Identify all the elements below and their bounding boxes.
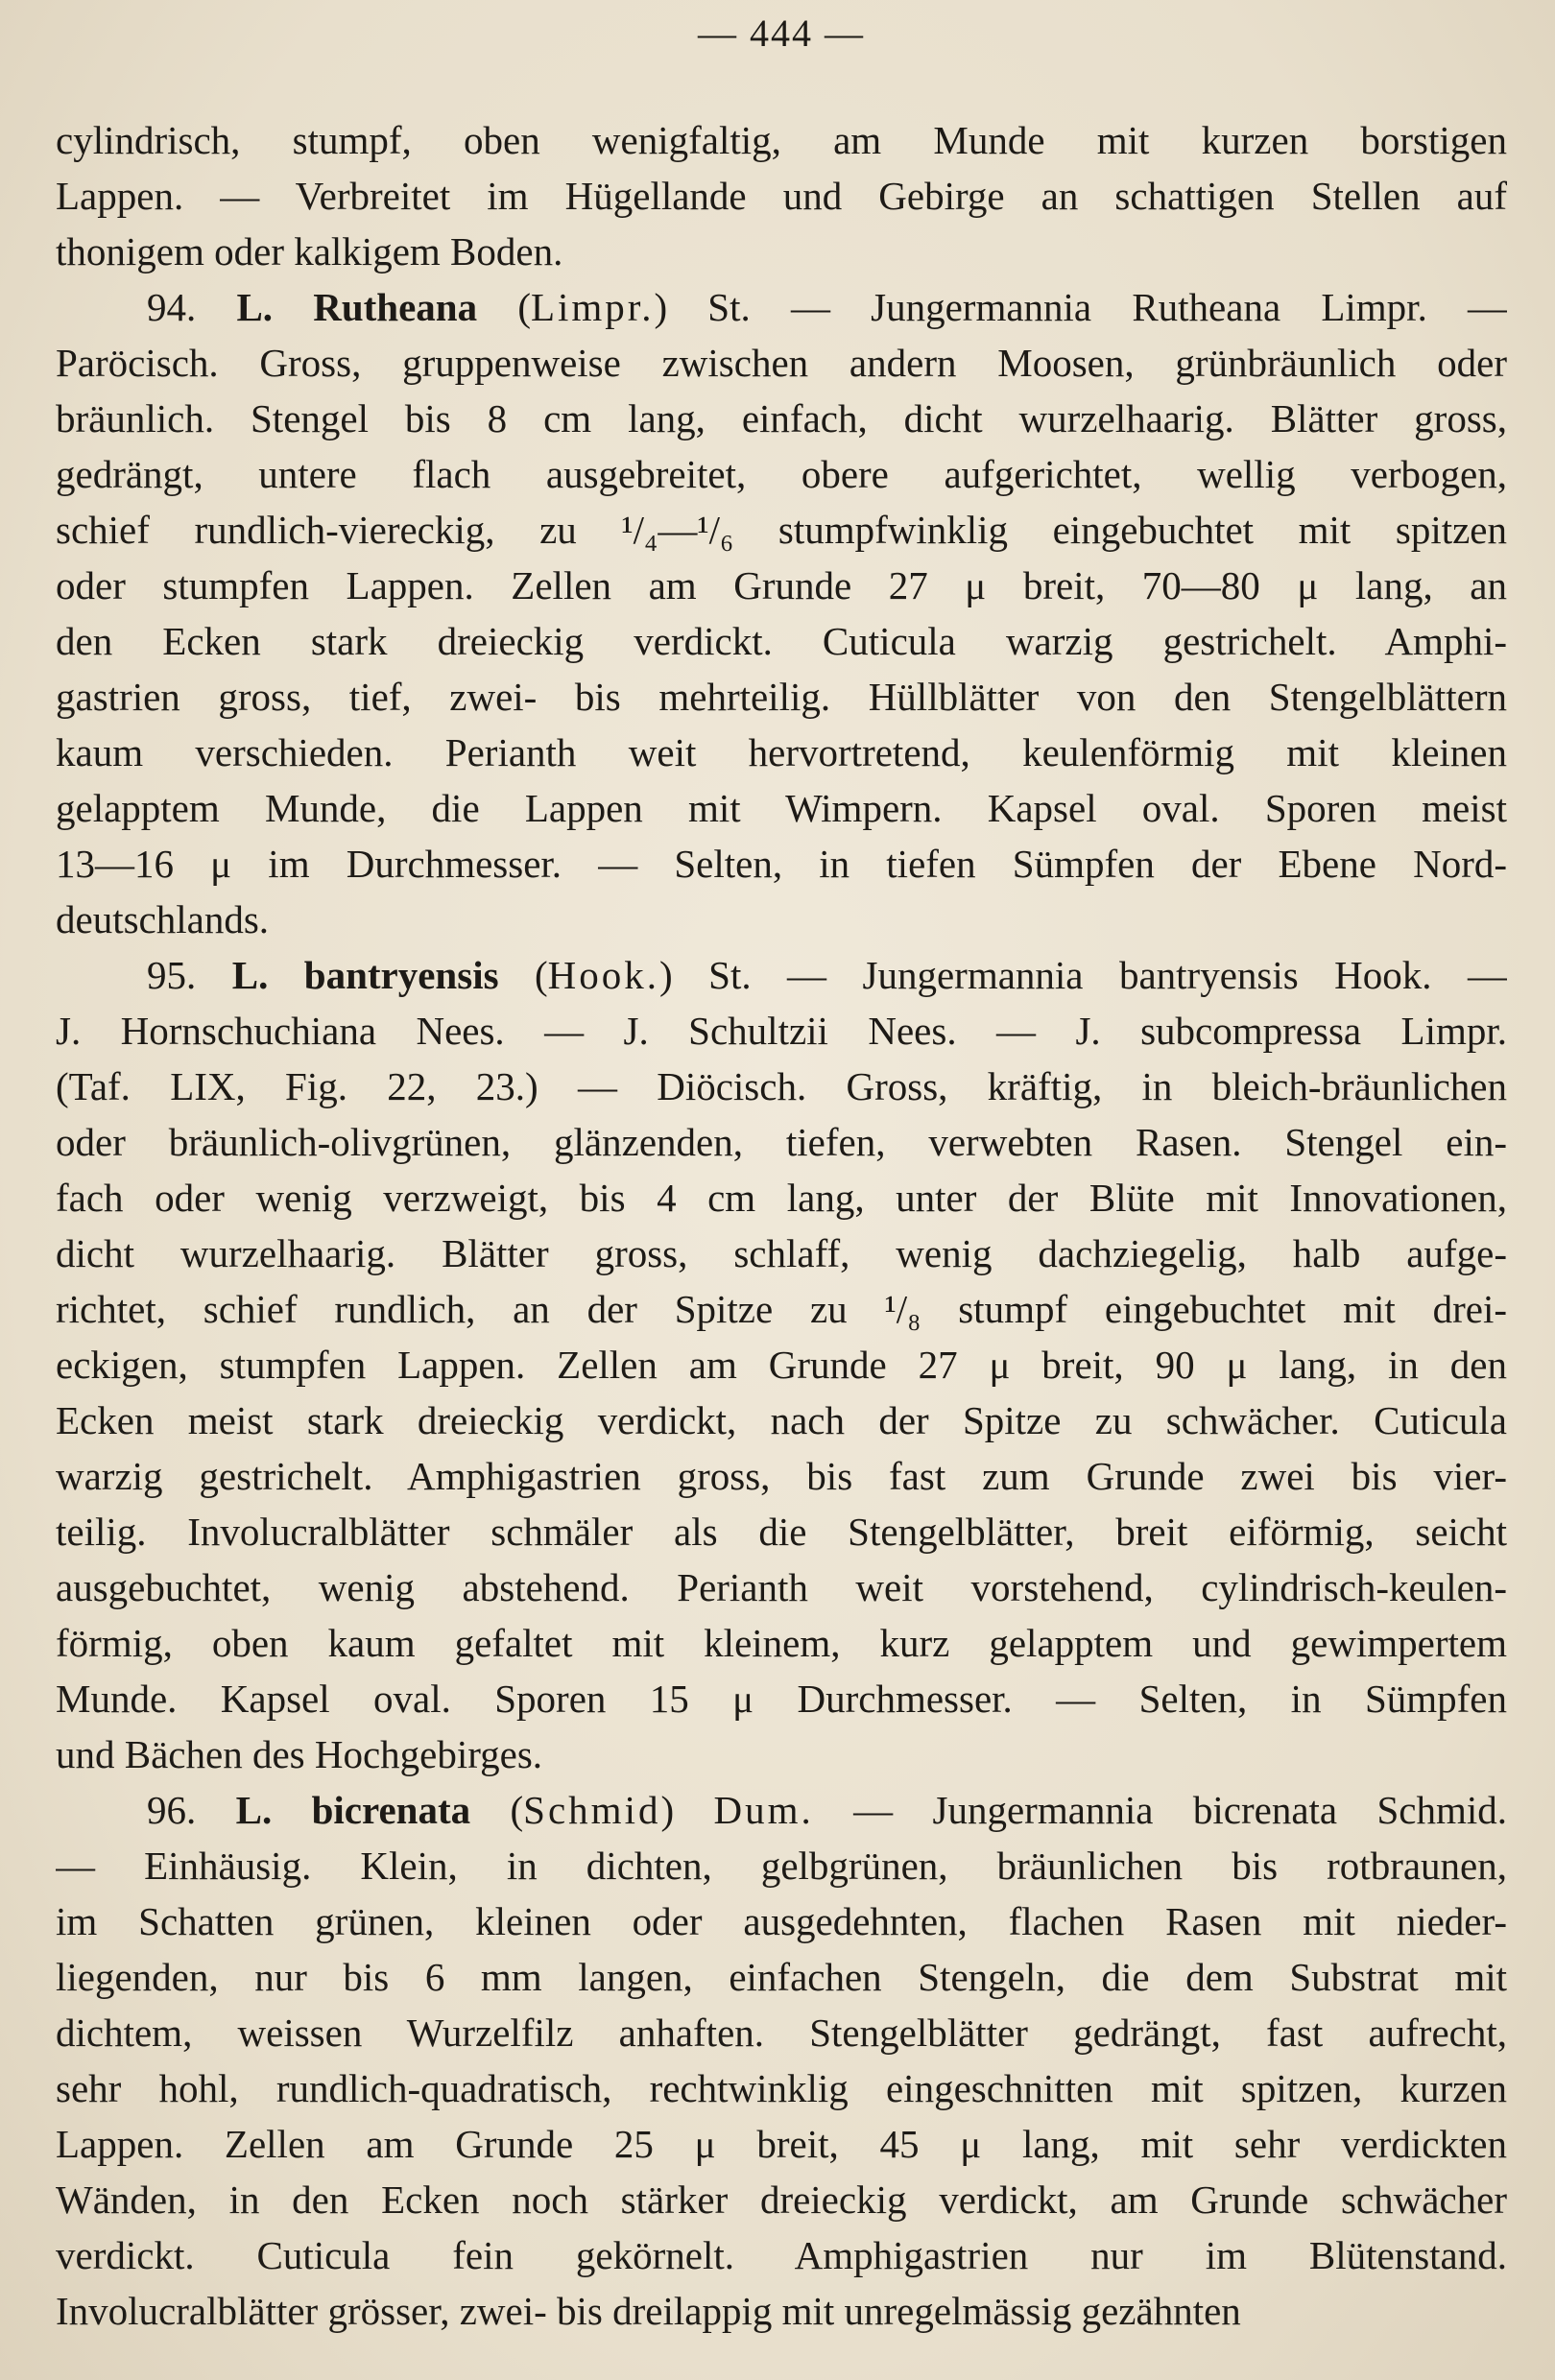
paragraph bbox=[56, 947, 1507, 1782]
text-line bbox=[56, 1726, 1507, 1782]
text-line bbox=[56, 446, 1507, 502]
text-segment: — Einhäusig. Klein, in dichten, gelbgrünen, bräunlichen bis rotbraunen, bbox=[56, 1844, 1507, 1888]
text-segment: warzig gestrichelt. Amphigastrien gross, bis fast zum Grunde zwei bis vier- bbox=[56, 1454, 1507, 1498]
text-segment: gelapptem Munde, die Lappen mit Wimpern. Kapsel oval. Sporen meist bbox=[56, 786, 1507, 830]
book-page bbox=[56, 0, 1507, 2380]
text-line bbox=[56, 1392, 1507, 1448]
text-line bbox=[56, 391, 1507, 446]
paragraph bbox=[56, 112, 1507, 279]
paragraph bbox=[56, 1782, 1507, 2339]
text-line bbox=[56, 1170, 1507, 1226]
text-segment: 96. bbox=[147, 1788, 236, 1832]
text-line bbox=[56, 2227, 1507, 2283]
body-text bbox=[56, 112, 1507, 2339]
text-segment: Lappen. Zellen am Grunde 25 μ breit, 45 μ lang, mit sehr verdickten bbox=[56, 2122, 1507, 2166]
text-line bbox=[56, 1671, 1507, 1726]
species-name: L. bicrenata bbox=[235, 1788, 471, 1832]
text-line bbox=[56, 558, 1507, 613]
text-line bbox=[56, 780, 1507, 836]
text-segment: 95. bbox=[147, 953, 232, 997]
text-segment: bräunlich. Stengel bis 8 cm lang, einfach, dicht wurzelhaarig. Blätter gross, bbox=[56, 396, 1507, 440]
text-line bbox=[56, 1504, 1507, 1559]
page-number: — 444 — bbox=[698, 12, 865, 55]
text-segment: sehr hohl, rundlich-quadratisch, rechtwinklig eingeschnitten mit spitzen, kurzen bbox=[56, 2066, 1507, 2110]
text-line bbox=[56, 1448, 1507, 1504]
text-line bbox=[56, 1838, 1507, 1893]
text-segment: den Ecken stark dreieckig verdickt. Cuticula warzig gestrichelt. Amphi- bbox=[56, 619, 1507, 663]
text-line bbox=[56, 669, 1507, 725]
text-line bbox=[56, 1003, 1507, 1059]
text-segment: ) bbox=[660, 1788, 714, 1832]
text-segment: Wänden, in den Ecken noch stärker dreieckig verdickt, am Grunde schwächer bbox=[56, 2178, 1507, 2222]
text-segment: fach oder wenig verzweigt, bis 4 cm lang, unter der Blüte mit Innovationen, bbox=[56, 1176, 1507, 1220]
text-segment: ( bbox=[477, 285, 531, 329]
text-line bbox=[56, 168, 1507, 224]
text-line bbox=[56, 224, 1507, 279]
text-line bbox=[56, 1226, 1507, 1281]
text-segment: dichtem, weissen Wurzelfilz anhaften. Stengelblätter gedrängt, fast aufrecht, bbox=[56, 2011, 1507, 2055]
text-line bbox=[56, 2283, 1507, 2339]
text-segment: ) St. — Jungermannia Rutheana Limpr. — bbox=[654, 285, 1507, 329]
text-segment: dicht wurzelhaarig. Blätter gross, schlaff, wenig dachziegelig, halb aufge- bbox=[56, 1231, 1507, 1275]
text-line bbox=[56, 1782, 1507, 1838]
text-segment: Involucralblätter grösser, zwei- bis dreilappig mit unregelmässig gezähnten bbox=[56, 2289, 1241, 2333]
species-name: L. Rutheana bbox=[236, 285, 478, 329]
text-segment: verdickt. Cuticula fein gekörnelt. Amphigastrien nur im Blütenstand. bbox=[56, 2233, 1507, 2277]
text-line bbox=[56, 1337, 1507, 1392]
text-segment: ( bbox=[470, 1788, 524, 1832]
text-line bbox=[56, 502, 1507, 558]
text-line bbox=[56, 2116, 1507, 2172]
text-line bbox=[56, 892, 1507, 947]
text-segment: J. Hornschuchiana Nees. — J. Schultzii Nees. — J. subcompressa Limpr. bbox=[56, 1009, 1507, 1053]
text-line bbox=[56, 112, 1507, 168]
text-segment: ausgebuchtet, wenig abstehend. Perianth weit vorstehend, cylindrisch-keulen- bbox=[56, 1565, 1507, 1609]
author-name: Limpr. bbox=[530, 285, 655, 329]
text-segment: gedrängt, untere flach ausgebreitet, obere aufgerichtet, wellig verbogen, bbox=[56, 452, 1507, 496]
text-segment: teilig. Involucralblätter schmäler als die Stengelblätter, breit eiförmig, seicht bbox=[56, 1510, 1507, 1554]
text-segment: Munde. Kapsel oval. Sporen 15 μ Durchmesser. — Selten, in Sümpfen bbox=[56, 1677, 1507, 1721]
text-line bbox=[56, 1559, 1507, 1615]
text-segment: Lappen. — Verbreitet im Hügellande und Gebirge an schattigen Stellen auf bbox=[56, 174, 1507, 218]
text-line bbox=[56, 1893, 1507, 1949]
text-line bbox=[56, 335, 1507, 391]
text-line bbox=[56, 1615, 1507, 1671]
text-segment: oder bräunlich-olivgrünen, glänzenden, tiefen, verwebten Rasen. Stengel ein- bbox=[56, 1120, 1507, 1164]
text-segment: ( bbox=[498, 953, 548, 997]
text-line bbox=[56, 1281, 1507, 1337]
text-segment: Ecken meist stark dreieckig verdickt, nach der Spitze zu schwächer. Cuticula bbox=[56, 1398, 1507, 1442]
text-line bbox=[56, 1949, 1507, 2005]
author-name: Hook. bbox=[547, 953, 660, 997]
text-line bbox=[56, 279, 1507, 335]
text-segment: Paröcisch. Gross, gruppenweise zwischen andern Moosen, grünbräunlich oder bbox=[56, 341, 1507, 385]
text-segment: und Bächen des Hochgebirges. bbox=[56, 1732, 543, 1776]
species-name: L. bantryensis bbox=[231, 953, 499, 997]
text-segment: deutschlands. bbox=[56, 897, 270, 941]
text-segment: thonigem oder kalkigem Boden. bbox=[56, 229, 563, 274]
text-line bbox=[56, 947, 1507, 1003]
text-segment: eckigen, stumpfen Lappen. Zellen am Grunde 27 μ breit, 90 μ lang, in den bbox=[56, 1343, 1507, 1387]
author-name: Dum. bbox=[713, 1788, 814, 1832]
text-line bbox=[56, 2060, 1507, 2116]
text-segment: — Jungermannia bicrenata Schmid. bbox=[813, 1788, 1507, 1832]
text-line bbox=[56, 725, 1507, 780]
paragraph bbox=[56, 279, 1507, 947]
text-line bbox=[56, 1114, 1507, 1170]
text-segment: förmig, oben kaum gefaltet mit kleinem, kurz gelapptem und gewimpertem bbox=[56, 1621, 1507, 1665]
text-segment: richtet, schief rundlich, an der Spitze zu ¹/₈ stumpf eingebuchtet mit drei- bbox=[56, 1287, 1507, 1331]
text-segment: liegenden, nur bis 6 mm langen, einfachen Stengeln, die dem Substrat mit bbox=[56, 1955, 1507, 1999]
text-segment: im Schatten grünen, kleinen oder ausgedehnten, flachen Rasen mit nieder- bbox=[56, 1899, 1507, 1943]
text-segment: 94. bbox=[147, 285, 237, 329]
text-line bbox=[56, 2172, 1507, 2227]
text-segment: kaum verschieden. Perianth weit hervortretend, keulenförmig mit kleinen bbox=[56, 730, 1507, 774]
text-segment: 13—16 μ im Durchmesser. — Selten, in tiefen Sümpfen der Ebene Nord- bbox=[56, 842, 1507, 886]
text-segment: ) St. — Jungermannia bantryensis Hook. — bbox=[659, 953, 1507, 997]
text-segment: cylindrisch, stumpf, oben wenigfaltig, am Munde mit kurzen borstigen bbox=[56, 118, 1507, 162]
text-segment: oder stumpfen Lappen. Zellen am Grunde 27 μ breit, 70—80 μ lang, an bbox=[56, 563, 1507, 607]
text-line bbox=[56, 2005, 1507, 2060]
text-segment: (Taf. LIX, Fig. 22, 23.) — Diöcisch. Gross, kräftig, in bleich-bräunlichen bbox=[56, 1064, 1507, 1108]
author-name: Schmid bbox=[523, 1788, 661, 1832]
text-line bbox=[56, 613, 1507, 669]
text-line bbox=[56, 1059, 1507, 1114]
text-segment: gastrien gross, tief, zwei- bis mehrteilig. Hüllblätter von den Stengelblättern bbox=[56, 675, 1507, 719]
text-line bbox=[56, 836, 1507, 892]
text-segment: schief rundlich-viereckig, zu ¹/₄—¹/₆ stumpfwinklig eingebuchtet mit spitzen bbox=[56, 508, 1507, 552]
